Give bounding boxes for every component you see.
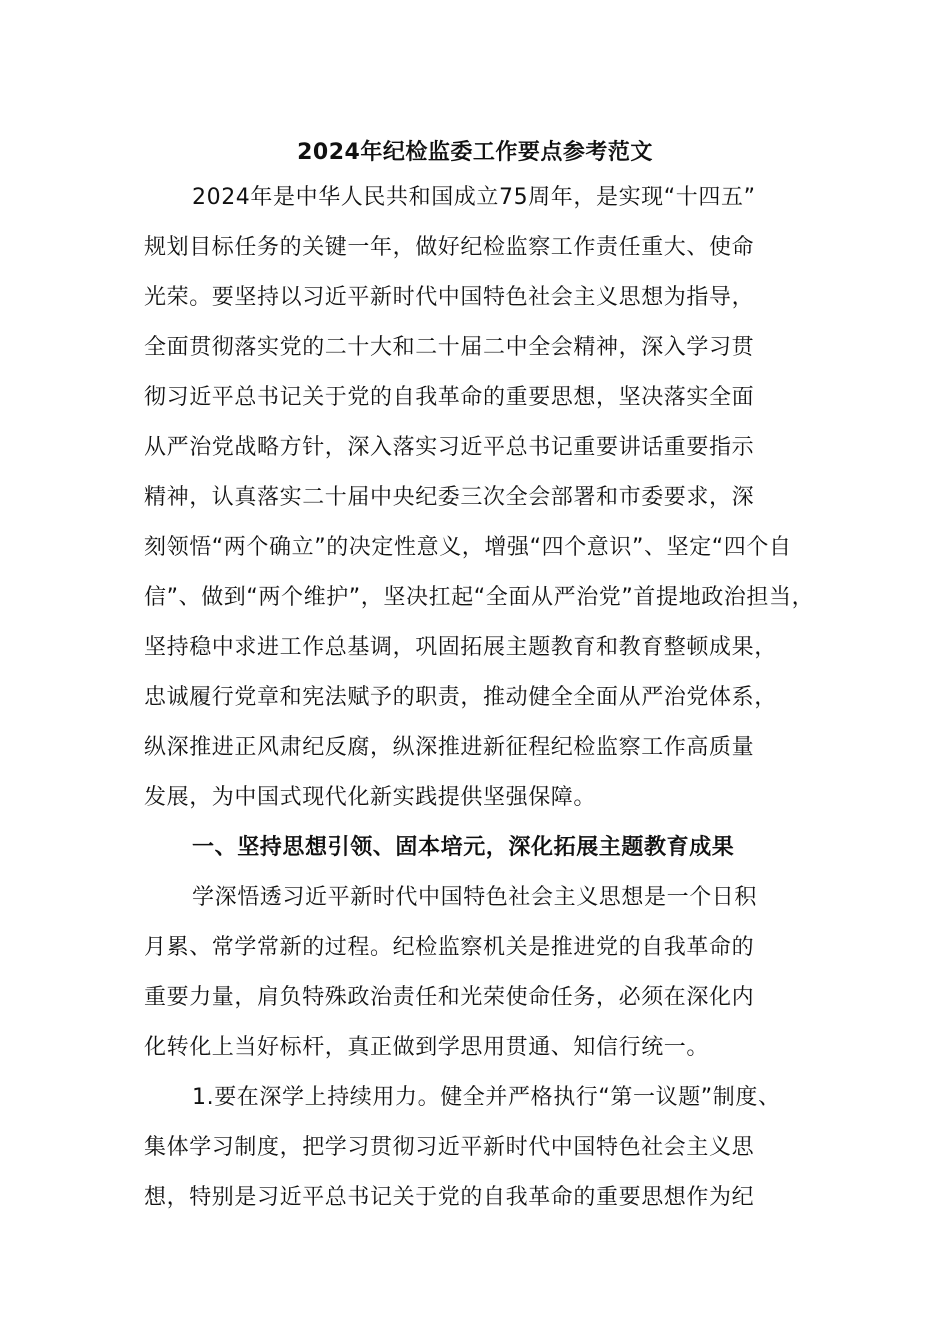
paragraph-line: 发展，为中国式现代化新实践提供坚强保障。 [144, 785, 597, 810]
paragraph-line: 纵深推进正风肃纪反腐，纵深推进新征程纪检监察工作高质量 [144, 735, 755, 760]
paragraph-line: 全面贯彻落实党的二十大和二十届二中全会精神，深入学习贯 [144, 335, 755, 360]
paragraph-line: 2024年是中华人民共和国成立75周年，是实现“十四五” [192, 185, 756, 210]
paragraph-line: 坚持稳中求进工作总基调，巩固拓展主题教育和教育整顿成果， [144, 635, 777, 660]
paragraph-line: 学深悟透习近平新时代中国特色社会主义思想是一个日积 [192, 885, 758, 910]
paragraph-line: 光荣。要坚持以习近平新时代中国特色社会主义思想为指导， [144, 285, 755, 310]
paragraph-line: 忠诚履行党章和宪法赋予的职责，推动健全全面从严治党体系， [144, 685, 777, 710]
paragraph-line: 规划目标任务的关键一年，做好纪检监察工作责任重大、使命 [144, 235, 755, 260]
document-title: 2024年纪检监委工作要点参考范文 [297, 140, 653, 165]
paragraph-line: 刻领悟“两个确立”的决定性意义，增强“四个意识”、坚定“四个自 [144, 535, 792, 560]
section-heading: 一、坚持思想引领、固本培元，深化拓展主题教育成果 [192, 835, 735, 860]
paragraph-line: 集体学习制度，把学习贯彻习近平新时代中国特色社会主义思 [144, 1135, 755, 1160]
paragraph-line: 月累、常学常新的过程。纪检监察机关是推进党的自我革命的 [144, 935, 755, 960]
paragraph-line: 化转化上当好标杆，真正做到学思用贯通、知信行统一。 [144, 1035, 710, 1060]
paragraph-line: 信”、做到“两个维护”，坚决扛起“全面从严治党”首提地政治担当， [144, 585, 815, 610]
paragraph-line: 精神，认真落实二十届中央纪委三次全会部署和市委要求，深 [144, 485, 755, 510]
paragraph-line: 彻习近平总书记关于党的自我革命的重要思想，坚决落实全面 [144, 385, 755, 410]
paragraph-line: 想，特别是习近平总书记关于党的自我革命的重要思想作为纪 [144, 1185, 755, 1210]
paragraph-line: 1.要在深学上持续用力。健全并严格执行“第一议题”制度、 [192, 1085, 781, 1110]
paragraph-line: 从严治党战略方针，深入落实习近平总书记重要讲话重要指示 [144, 435, 755, 460]
paragraph-line: 重要力量，肩负特殊政治责任和光荣使命任务，必须在深化内 [144, 985, 755, 1010]
